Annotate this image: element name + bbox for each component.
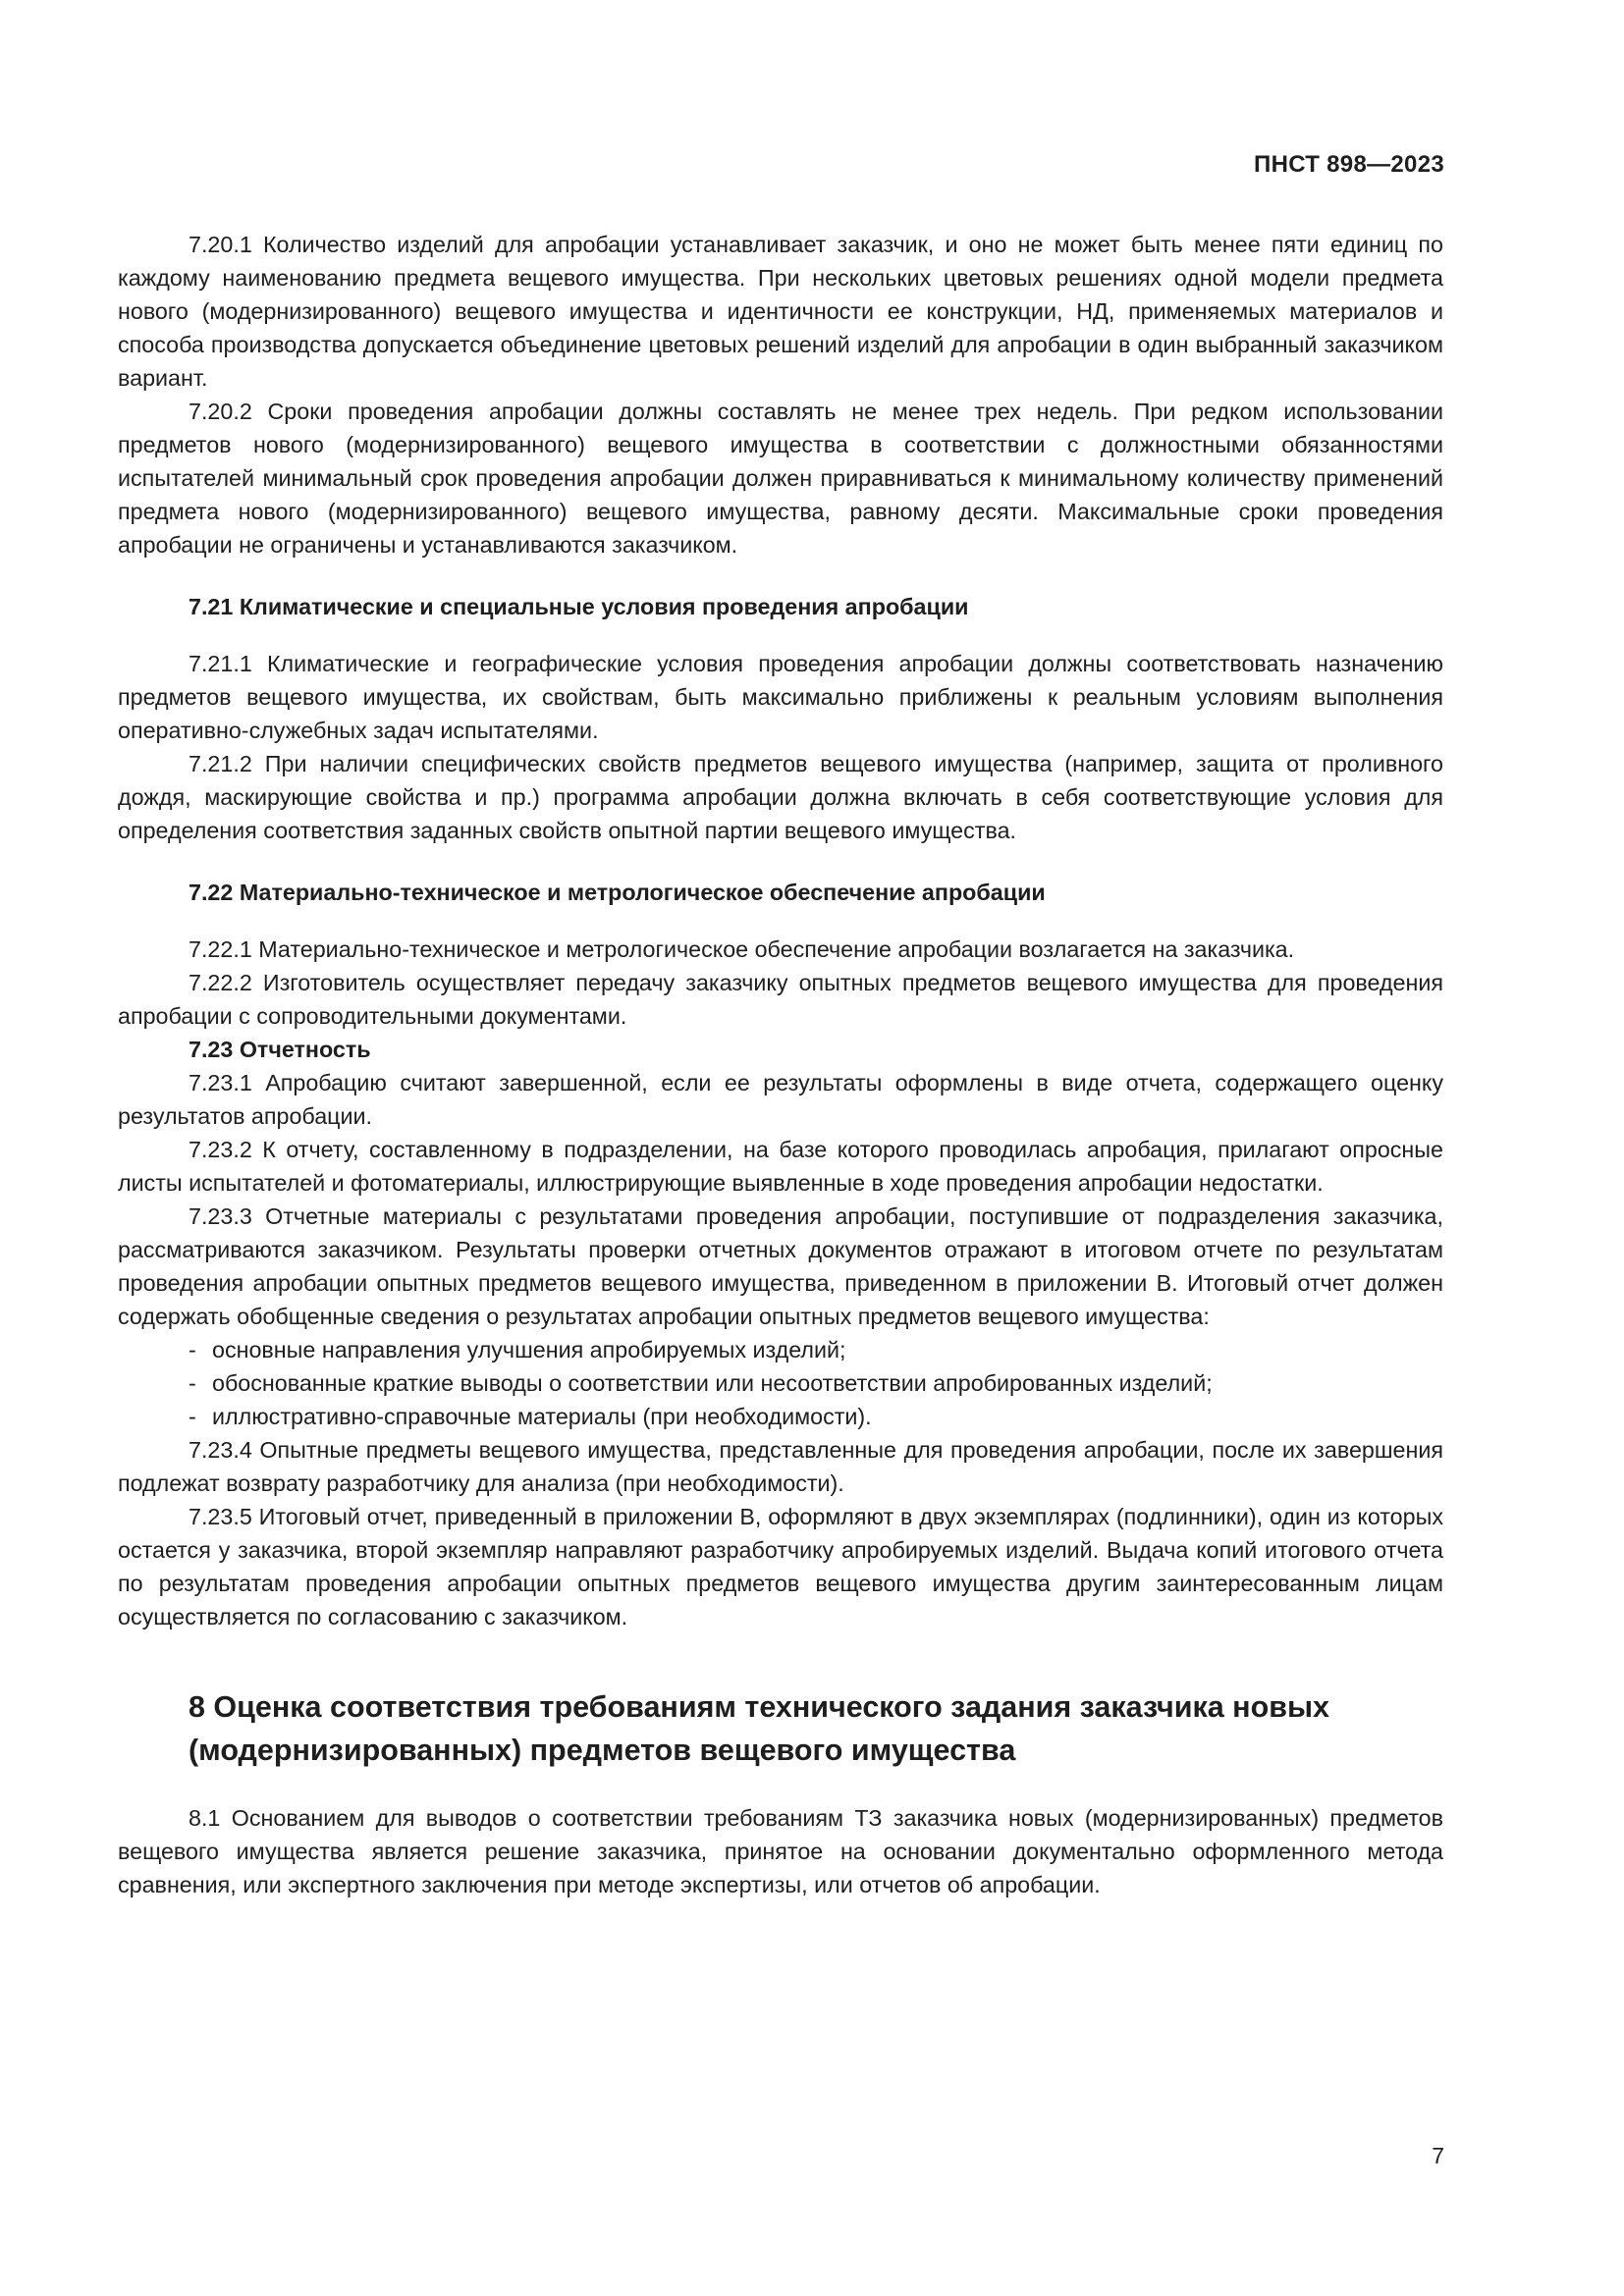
paragraph-7-22-2: 7.22.2 Изготовитель осуществляет передачу заказчику опытных предметов вещевого имущества для проведения апробации с сопроводительными документами. [118, 970, 1443, 1029]
heading-7-22: 7.22 Материально-техническое и метрологическое обеспечение апробации [189, 880, 1046, 905]
paragraph-7-20-1: 7.20.1 Количество изделий для апробации устанавливает заказчик, и оно не может быть менее пяти единиц по каждому наименованию предмета вещевого имущества. При нескольких цветовых решениях одной модели предмета нового (модернизированного) вещевого имущества и идентичности ее конструкции, НД, применяемых материалов и способа производства допускается объединение цветовых решений изделий для апробации в один выбранный заказчиком вариант. [118, 232, 1443, 391]
list-item [118, 1333, 1443, 1366]
standard-code-header: ПНСТ 898—2023 [1254, 151, 1444, 178]
list-dash: - [189, 1404, 196, 1429]
page-number: 7 [1432, 2143, 1444, 2168]
list-item [118, 1366, 1443, 1400]
paragraph-7-23-4: 7.23.4 Опытные предметы вещевого имущества, представленные для проведения апробации, после их завершения подлежат возврату разработчику для анализа (при необходимости). [118, 1437, 1443, 1496]
heading-7-23: 7.23 Отчетность [189, 1037, 371, 1062]
paragraph-8-1: 8.1 Основанием для выводов о соответствии требованиям ТЗ заказчика новых (модернизированных) предметов вещевого имущества является решение заказчика, принятое на основании документально оформленного метода сравнения, или экспертного заключения при методе экспертизы, или отчетов об апробации. [118, 1805, 1443, 1897]
list-item-text: основные направления улучшения апробируемых изделий; [212, 1337, 846, 1362]
paragraph-7-21-1: 7.21.1 Климатические и географические условия проведения апробации должны соответствовать назначению предметов вещевого имущества, их свойствам, быть максимально приближены к реальным условиям выполнения оперативно-служебных задач испытателями. [118, 651, 1443, 743]
list-item-text: обоснованные краткие выводы о соответствии или несоответствии апробированных изделий; [212, 1370, 1213, 1396]
list-item-text: иллюстративно-справочные материалы (при необходимости). [212, 1404, 872, 1429]
section-8-heading: 8 Оценка соответствия требованиям технического задания заказчика новых (модернизированных) предметов вещевого имущества [189, 1690, 1329, 1767]
page-content [118, 228, 1443, 1901]
paragraph-7-23-1: 7.23.1 Апробацию считают завершенной, если ее результаты оформлены в виде отчета, содержащего оценку результатов апробации. [118, 1070, 1443, 1129]
paragraph-7-21-2: 7.21.2 При наличии специфических свойств предметов вещевого имущества (например, защита от проливного дождя, маскирующие свойства и пр.) программа апробации должна включать в себя соответствующие условия для определения соответствия заданных свойств опытной партии вещевого имущества. [118, 751, 1443, 843]
paragraph-7-23-3: 7.23.3 Отчетные материалы с результатами проведения апробации, поступившие от подразделения заказчика, рассматриваются заказчиком. Результаты проверки отчетных документов отражают в итоговом отчете по результатам проведения апробации опытных предметов вещевого имущества, приведенном в приложении В. Итоговый отчет должен содержать обобщенные сведения о результатах апробации опытных предметов вещевого имущества: [118, 1203, 1443, 1329]
list-item [118, 1400, 1443, 1433]
paragraph-7-23-2: 7.23.2 К отчету, составленному в подразделении, на базе которого проводилась апробация, прилагают опросные листы испытателей и фотоматериалы, иллюстрирующие выявленные в ходе проведения апробации недостатки. [118, 1137, 1443, 1196]
heading-7-21: 7.21 Климатические и специальные условия проведения апробации [189, 594, 969, 619]
paragraph-7-22-1: 7.22.1 Материально-техническое и метрологическое обеспечение апробации возлагается на заказчика. [189, 936, 1295, 962]
list-dash: - [189, 1370, 196, 1396]
list-dash: - [189, 1337, 196, 1362]
paragraph-7-20-2: 7.20.2 Сроки проведения апробации должны составлять не менее трех недель. При редком использовании предметов нового (модернизированного) вещевого имущества в соответствии с должностными обязанностями испытателей минимальный срок проведения апробации должен приравниваться к минимальному количеству применений предмета нового (модернизированного) вещевого имущества, равному десяти. Максимальные сроки проведения апробации не ограничены и устанавливаются заказчиком. [118, 399, 1443, 558]
paragraph-7-23-5: 7.23.5 Итоговый отчет, приведенный в приложении В, оформляют в двух экземплярах (подлинники), один из которых остается у заказчика, второй экземпляр направляют разработчику апробируемых изделий. Выдача копий итогового отчета по результатам проведения апробации опытных предметов вещевого имущества другим заинтересованным лицам осуществляется по согласованию с заказчиком. [118, 1504, 1443, 1629]
